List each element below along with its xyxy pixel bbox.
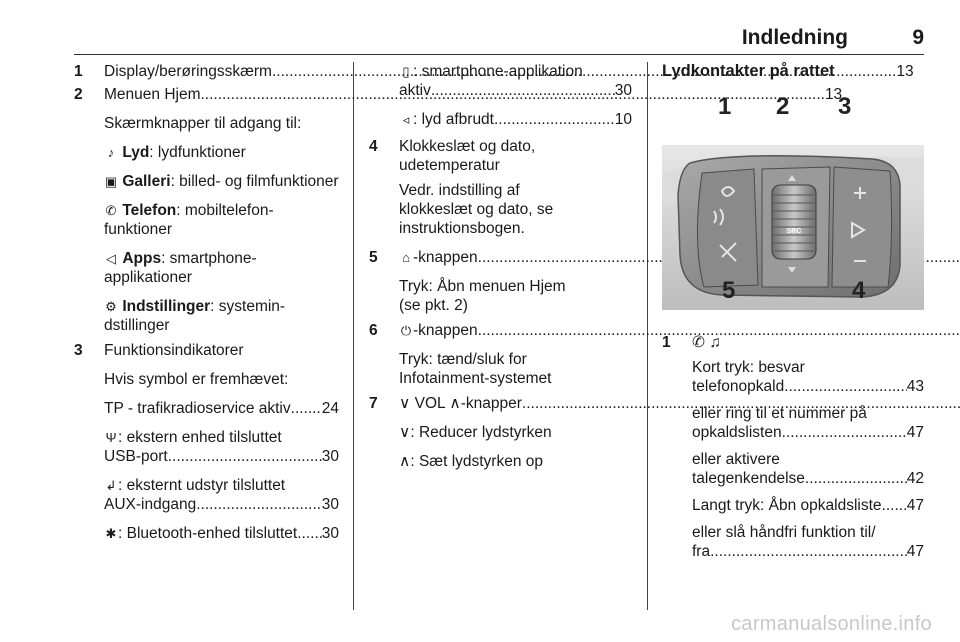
apps-icon: ◁ (106, 251, 116, 266)
usb-indicator (104, 428, 339, 466)
leader-dots (291, 399, 322, 418)
callout-label: 5 (722, 277, 736, 304)
leader-dots (196, 495, 322, 514)
aux-indicator (104, 476, 339, 514)
item-text: ∨ VOL ∧-knapper (399, 395, 522, 412)
callout-label: 4 (852, 277, 866, 304)
list-item (369, 394, 632, 413)
page-ref: 43 (906, 378, 924, 395)
src-label: SRC (786, 228, 802, 235)
usb-icon: Ψ (105, 430, 117, 445)
leader-dots (784, 377, 907, 396)
column-2 (369, 62, 632, 477)
mute-icon: ◃ (402, 112, 410, 127)
desc-line: eller aktivere (692, 451, 780, 468)
page-ref: 13 (896, 63, 914, 80)
mute-indicator (399, 110, 632, 129)
volume-up-desc: ∧: Sæt lydstyrken op (399, 453, 544, 470)
leader-dots (805, 469, 907, 488)
button-name: Lyd (122, 144, 150, 161)
page-ref: 47 (906, 497, 924, 514)
button-desc: : systemin-dstillinger (104, 298, 286, 334)
item-number: 2 (74, 86, 83, 103)
item-1-description (692, 450, 924, 488)
bluetooth-icon: ✱ (105, 526, 117, 541)
item-1-description (692, 358, 924, 396)
settings-button-desc (104, 297, 339, 335)
header-rule (74, 54, 924, 55)
indicator-text: : Bluetooth-enhed tilsluttet (118, 525, 298, 542)
list-item (369, 248, 632, 267)
phone-icon: ✆ (105, 203, 117, 218)
leader-dots (168, 447, 322, 466)
item-number: 6 (369, 322, 378, 339)
gallery-icon: ▣ (104, 174, 118, 189)
button-name: Telefon (122, 202, 177, 219)
list-item (74, 341, 339, 360)
button-desc: : lydfunktioner (149, 144, 246, 161)
tp-indicator (104, 399, 339, 418)
callout-label: 2 (776, 93, 790, 120)
desc-line: instruktionsbogen. (399, 220, 525, 237)
item-number: 1 (74, 63, 83, 80)
item-text: Klokkeslæt og dato, (399, 138, 536, 155)
desc-line: (se pkt. 2) (399, 297, 468, 314)
desc-line: Kort tryk: besvar (692, 359, 805, 376)
page-number: 9 (912, 26, 924, 49)
desc-line: Langt tryk: Åbn opkaldsliste (692, 497, 882, 514)
desc-line: Tryk: Åbn menuen Hjem (399, 278, 566, 295)
desc-line: klokkeslæt og dato, se (399, 201, 554, 218)
bluetooth-indicator (104, 524, 339, 543)
button-desc: : billed- og filmfunktioner (170, 173, 339, 190)
indicator-text: : smartphone-applikation (413, 63, 583, 80)
page-ref: 30 (321, 525, 339, 542)
callout-label: 3 (838, 93, 852, 120)
item-6-description (399, 350, 632, 388)
item-number: 5 (369, 249, 378, 266)
item-number: 4 (369, 138, 378, 155)
column-3 (662, 62, 924, 567)
desc-line: Vedr. indstilling af (399, 182, 520, 199)
steering-wheel-figure (662, 95, 924, 313)
page-ref: 30 (321, 496, 339, 513)
settings-icon: ⚙ (105, 299, 117, 314)
apps-button-desc (104, 249, 339, 287)
item-5-description (399, 277, 632, 315)
callout-label: 1 (718, 93, 732, 120)
button-desc: : mobiltelefon-funktioner (104, 202, 274, 238)
page-ref: 13 (824, 86, 843, 103)
leader-dots (431, 81, 615, 100)
desc-line: talegenkendelse (692, 470, 805, 487)
item-text: Display/berøringsskærm (104, 63, 272, 80)
item-1-description (692, 496, 924, 515)
page-ref: 10 (614, 111, 632, 128)
symbol-intro: Hvis symbol er fremhævet: (104, 371, 289, 388)
power-icon: ⏻ (400, 323, 412, 338)
page-ref: 47 (906, 543, 924, 560)
item-text: -knappen (413, 249, 478, 266)
leader-dots (882, 496, 907, 515)
indicator-text: aktiv (399, 82, 431, 99)
leader-dots (710, 542, 907, 561)
page-ref: 30 (614, 82, 632, 99)
item-number: 7 (369, 395, 378, 412)
home-icon: ⌂ (402, 250, 410, 265)
indicator-text: TP - trafikradioservice aktiv (104, 400, 291, 417)
page-ref: 47 (906, 424, 924, 441)
page-header (74, 26, 924, 56)
phone-voice-icon: ✆ ♫ (692, 334, 721, 351)
column-divider (353, 62, 354, 610)
button-name: Apps (122, 250, 162, 267)
item-4-description (399, 181, 632, 238)
watermark: carmanualsonline.info (731, 613, 932, 635)
desc-line: eller ring til et nummer på (692, 405, 867, 422)
gallery-button-desc (104, 172, 339, 191)
desc-line: fra (692, 543, 711, 560)
indicator-text: USB-port (104, 448, 168, 465)
desc-line: opkaldslisten (692, 424, 782, 441)
leader-dots (494, 110, 615, 129)
button-name: Indstillinger (122, 298, 211, 315)
item-1-description (692, 404, 924, 442)
page-title: Indledning (741, 26, 848, 49)
steering-controls-photo (662, 145, 924, 310)
item-number: 1 (662, 334, 671, 351)
music-note-icon: ♪ (107, 145, 115, 160)
smartphone-indicator (399, 62, 632, 100)
leader-dots (297, 524, 322, 543)
list-item (369, 137, 632, 175)
item-text: Menuen Hjem (104, 86, 201, 103)
aux-icon: ↲ (105, 478, 117, 493)
button-desc: : smartphone-applikationer (104, 250, 257, 286)
button-name: Galleri (122, 173, 171, 190)
volume-down-desc: ∨: Reducer lydstyrken (399, 424, 552, 441)
indicator-text: AUX-indgang (104, 496, 197, 513)
item-text: Funktionsindikatorer (104, 342, 244, 359)
list-item (369, 321, 632, 340)
phone-button-desc (104, 201, 339, 239)
desc-line: telefonopkald (692, 378, 785, 395)
desc-line: Infotainment-systemet (399, 370, 552, 387)
intro-text: Skærmknapper til adgang til: (104, 115, 302, 132)
item-text: udetemperatur (399, 157, 500, 174)
indicator-text: : ekstern enhed tilsluttet (118, 429, 282, 446)
page-ref: 42 (906, 470, 924, 487)
leader-dots (782, 423, 907, 442)
indicator-text: : eksternt udstyr tilsluttet (118, 477, 286, 494)
item-number: 3 (74, 342, 83, 359)
page-ref: 30 (321, 448, 339, 465)
item-1-description (692, 523, 924, 561)
page-ref: 24 (321, 400, 339, 417)
item-text: -knappen (413, 322, 478, 339)
section-heading: Lydkontakter på rattet (662, 62, 835, 80)
sound-button-desc (104, 143, 339, 162)
list-item (662, 333, 924, 352)
desc-line: Tryk: tænd/sluk for (399, 351, 527, 368)
smartphone-icon: ▯ (402, 64, 410, 79)
indicator-text: : lyd afbrudt (413, 111, 494, 128)
desc-line: eller slå håndfri funktion til/ (692, 524, 876, 541)
